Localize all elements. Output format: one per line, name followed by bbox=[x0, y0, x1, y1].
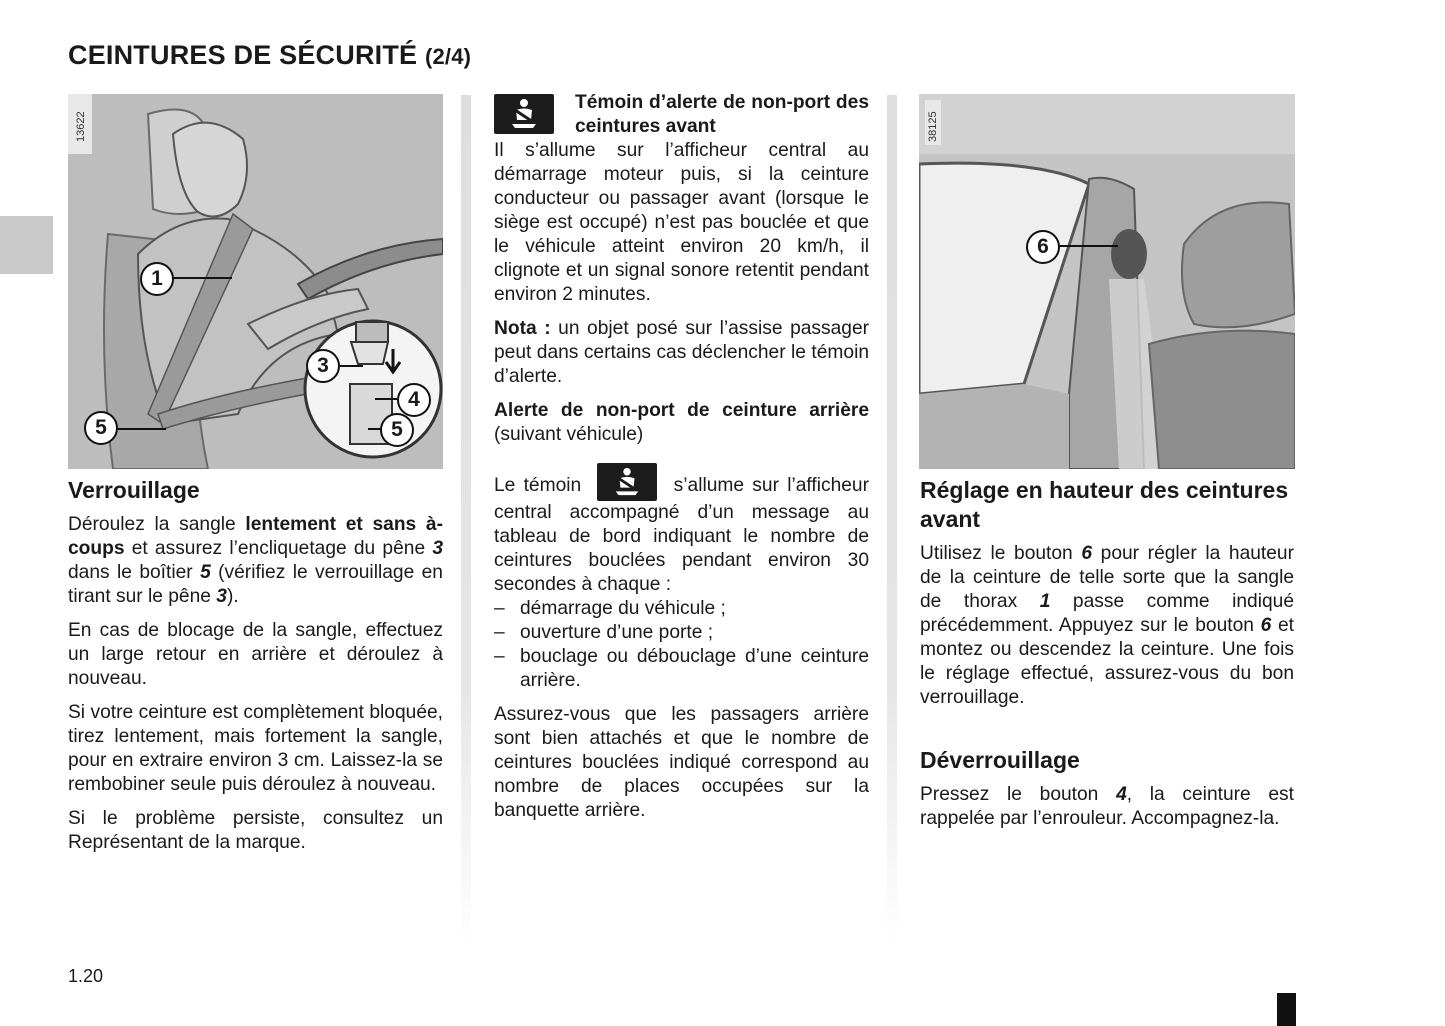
page-number: 1.20 bbox=[68, 966, 104, 986]
seatbelt-warning-icon bbox=[494, 94, 554, 134]
text-run: dans le boîtier bbox=[68, 562, 201, 583]
paragraph: Si le problème persiste, consultez un Représentant de la marque. bbox=[68, 808, 443, 853]
text-run-bold: lentement et sans à-coups bbox=[68, 514, 443, 559]
leader-line bbox=[116, 428, 166, 430]
leader-line bbox=[172, 277, 232, 279]
rear-alert-title: Alerte de non-port de ceinture arrière bbox=[494, 400, 869, 421]
nota-label: Nota : bbox=[494, 318, 551, 339]
column-3-text-1 bbox=[920, 542, 1294, 720]
paragraph bbox=[920, 783, 1294, 831]
list-item: – ouverture d’une porte ; bbox=[494, 621, 869, 645]
ref-3: 3 bbox=[216, 586, 227, 607]
thumb-index-mark bbox=[1277, 993, 1296, 1026]
list-item: – démarrage du véhicule ; bbox=[494, 597, 869, 621]
figure-driver-seatbelt bbox=[68, 94, 443, 469]
text-run: et assurez l’encliquetage du pêne bbox=[124, 538, 433, 559]
callout-5: 5 bbox=[84, 411, 118, 445]
paragraph bbox=[68, 513, 443, 609]
text-run: Déroulez la sangle bbox=[68, 514, 246, 535]
page-title-main: CEINTURES DE SÉCURITÉ bbox=[68, 40, 418, 70]
ref-1: 1 bbox=[1039, 591, 1051, 612]
paragraph: En cas de blocage de la sangle, effectuez un large retour en arrière et déroulez à nouveau. bbox=[68, 620, 443, 689]
column-divider bbox=[461, 95, 471, 945]
paragraph: Si votre ceinture est complètement bloquée, tirez lentement, mais fortement la sangle, pour en extraire environ 3 cm. Laissez-la se rembobiner seule puis déroulez à nouveau. bbox=[68, 702, 443, 795]
heading-verrouillage: Verrouillage bbox=[68, 477, 200, 503]
text-run: (suivant véhicule) bbox=[494, 424, 644, 445]
text-run: et montez ou descendez la ceinture. Une fois le réglage effectué, assurez-vous du bon verrouillage. bbox=[920, 615, 1294, 708]
ref-6: 6 bbox=[1260, 615, 1272, 636]
text-run: ). bbox=[226, 586, 239, 607]
leader-line bbox=[375, 398, 397, 400]
text-run: un objet posé sur l’assise passager peut dans certains cas déclencher le témoin d’alerte. bbox=[494, 318, 870, 387]
figure-id: 13622 bbox=[75, 111, 87, 142]
paragraph-rear-title bbox=[494, 399, 869, 447]
seatbelt-warning-icon-inline bbox=[597, 463, 657, 501]
paragraph bbox=[920, 542, 1294, 710]
text-run: passe comme indiqué précédemment. Appuyez sur le bouton bbox=[920, 591, 1294, 636]
pillar-illustration bbox=[919, 94, 1295, 469]
heading-reglage-hauteur: Réglage en hauteur des ceintures avant bbox=[920, 477, 1289, 532]
callout-3: 3 bbox=[306, 349, 340, 383]
leader-line bbox=[1058, 245, 1118, 247]
chapter-tab bbox=[0, 216, 53, 274]
column-3-text-2 bbox=[920, 783, 1294, 841]
ref-6: 6 bbox=[1081, 543, 1093, 564]
text-run: pour régler la hauteur de la ceinture de telle sorte que la sangle de thorax bbox=[920, 543, 1294, 612]
heading-deverrouillage: Déverrouillage bbox=[920, 747, 1080, 773]
figure-id: 38125 bbox=[927, 111, 939, 142]
paragraph bbox=[494, 463, 869, 597]
trigger-list bbox=[494, 597, 869, 693]
callout-1: 1 bbox=[140, 262, 174, 296]
paragraph: Il s’allume sur l’afficheur central au démarrage moteur puis, si la ceinture conducteur ou passager avant (lorsque le siège est occupé) n’est pas bouclée et que le véhicule atteint environ 20 km/h, il clignote et un signal sonore retentit pendant environ 2 minutes. bbox=[494, 140, 869, 305]
list-item: – bouclage ou débouclage d’une ceinture arrière. bbox=[494, 645, 869, 693]
ref-4: 4 bbox=[1116, 784, 1127, 805]
column-1-text bbox=[68, 513, 443, 865]
leader-line bbox=[338, 365, 363, 367]
column-divider bbox=[887, 95, 897, 945]
callout-4: 4 bbox=[397, 383, 431, 417]
callout-6: 6 bbox=[1026, 230, 1060, 264]
text-run: (vérifiez le verrouillage en tirant sur le pêne bbox=[68, 562, 443, 607]
warning-title: Témoin d’alerte de non-port des ceintures avant bbox=[575, 92, 869, 137]
paragraph-nota bbox=[494, 317, 869, 389]
paragraph: Assurez-vous que les passagers arrière sont bien attachés et que le nombre de ceintures bouclées indiqué correspond au nombre de places occupées sur la banquette arrière. bbox=[494, 704, 869, 821]
callout-5-inset: 5 bbox=[380, 413, 414, 447]
text-run: , la ceinture est rappelée par l’enrouleur. Accompagnez-la. bbox=[920, 784, 1294, 829]
column-2-text bbox=[494, 139, 869, 833]
ref-3: 3 bbox=[432, 538, 443, 559]
text-run: Le témoin bbox=[494, 475, 582, 496]
text-run: s’allume sur l’afficheur central accompagné d’un message au tableau de bord indiquant le nombre de ceintures bouclées pendant environ 30 secondes à chaque : bbox=[494, 475, 869, 595]
text-run: Pressez le bouton bbox=[920, 784, 1117, 805]
text-run: Utilisez le bouton bbox=[920, 543, 1082, 564]
figure-belt-height-adjuster bbox=[919, 94, 1295, 469]
driver-illustration bbox=[68, 94, 443, 469]
ref-5: 5 bbox=[200, 562, 211, 583]
page-title-part: (2/4) bbox=[424, 44, 472, 69]
page-title bbox=[68, 40, 471, 71]
